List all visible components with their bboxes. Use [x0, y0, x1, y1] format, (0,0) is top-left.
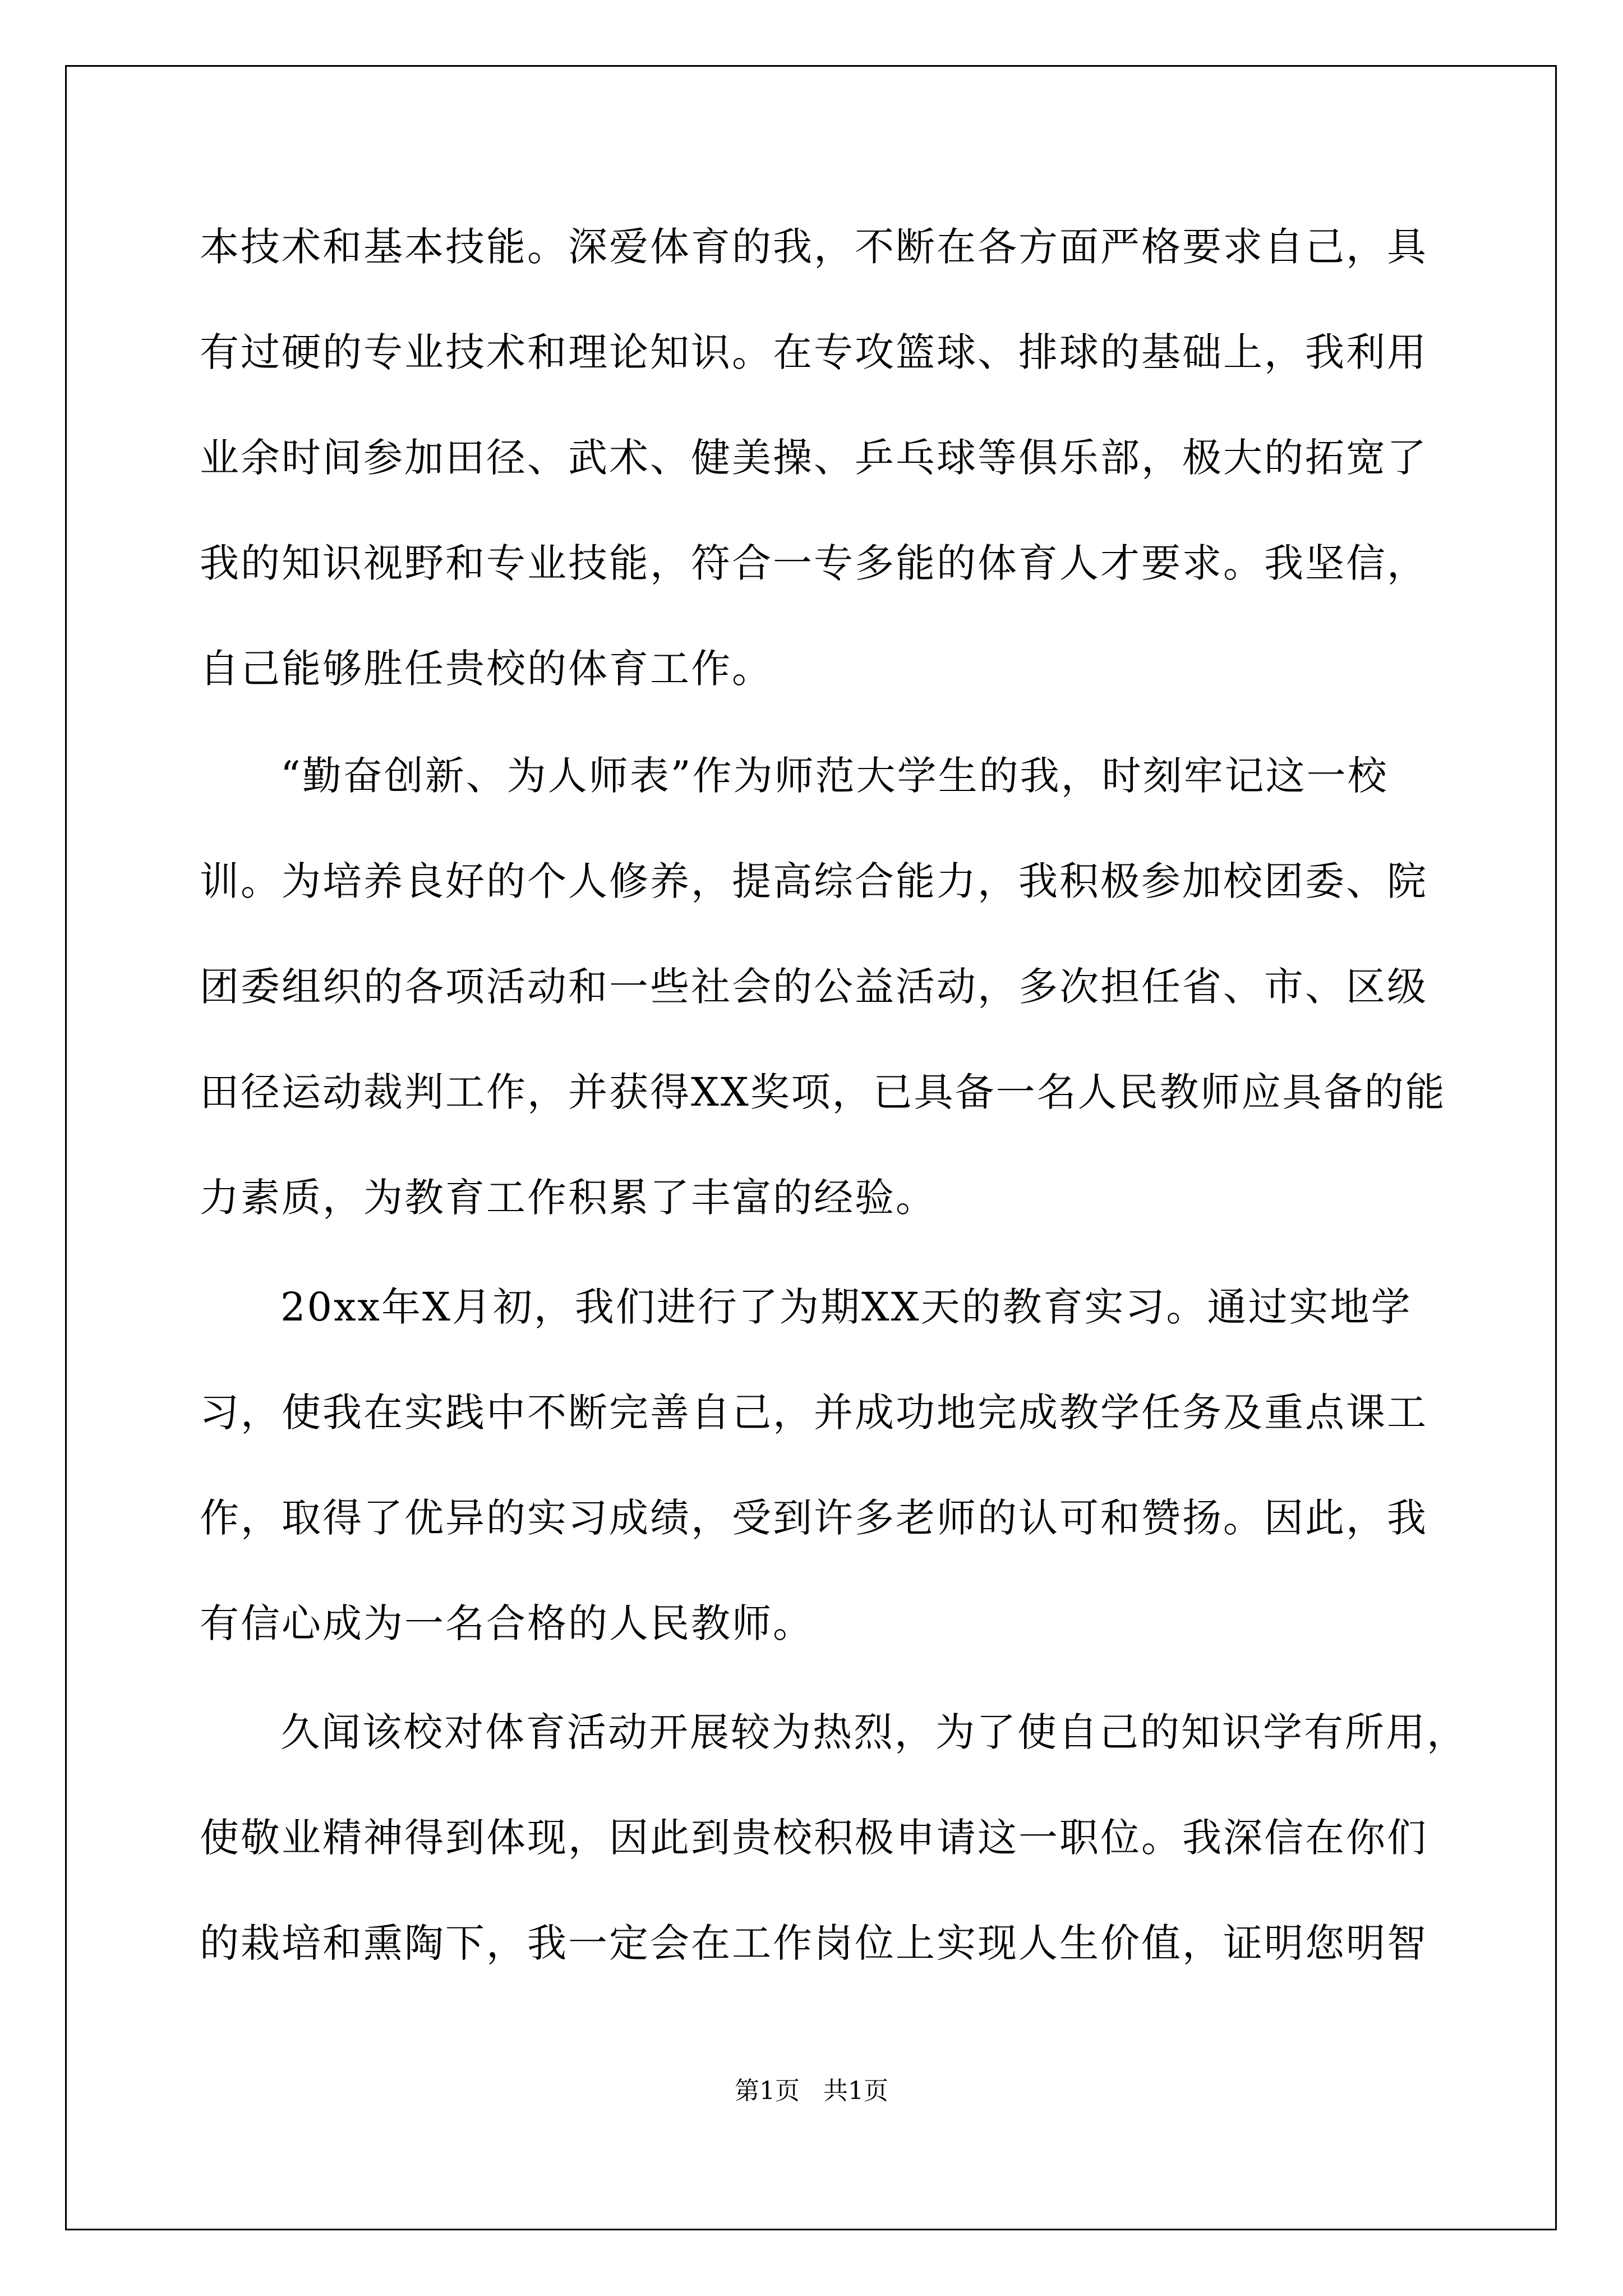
text-line: 本技术和基本技能。深爱体育的我，不断在各方面严格要求自己，具 [200, 224, 1428, 270]
text-line: 使敬业精神得到体现，因此到贵校积极申请这一职位。我深信在你们 [200, 1815, 1428, 1861]
text-line: 作，取得了优异的实习成绩，受到许多老师的认可和赞扬。因此，我 [200, 1495, 1428, 1541]
text-line: 业余时间参加田径、武术、健美操、乒乓球等俱乐部，极大的拓宽了 [200, 435, 1428, 481]
text-line: 我的知识视野和专业技能，符合一专多能的体育人才要求。我坚信， [200, 540, 1428, 586]
text-line: 团委组织的各项活动和一些社会的公益活动，多次担任省、市、区级 [200, 964, 1428, 1010]
page-border [65, 65, 1557, 2230]
text-line: 的栽培和熏陶下，我一定会在工作岗位上实现人生价值，证明您明智 [200, 1920, 1428, 1966]
text-line: 田径运动裁判工作，并获得XX奖项，已具备一名人民教师应具备的能 [200, 1069, 1446, 1115]
page-number-footer: 第1页 共1页 [735, 2077, 888, 2105]
paragraph-first-line: “勤奋创新、为人师表”作为师范大学生的我，时刻牢记这一校 [280, 753, 1389, 799]
text-line: 习，使我在实践中不断完善自己，并成功地完成教学任务及重点课工 [200, 1389, 1428, 1435]
text-line: 自己能够胜任贵校的体育工作。 [200, 646, 773, 692]
paragraph-first-line: 久闻该校对体育活动开展较为热烈，为了使自己的知识学有所用， [280, 1709, 1468, 1755]
text-line: 训。为培养良好的个人修养，提高综合能力，我积极参加校团委、院 [200, 858, 1428, 904]
paragraph-first-line: 20xx年X月初，我们进行了为期XX天的教育实习。通过实地学 [280, 1284, 1412, 1330]
text-line: 力素质，为教育工作积累了丰富的经验。 [200, 1175, 937, 1221]
text-line: 有过硬的专业技术和理论知识。在专攻篮球、排球的基础上，我利用 [200, 329, 1428, 375]
text-line: 有信心成为一名合格的人民教师。 [200, 1600, 814, 1646]
